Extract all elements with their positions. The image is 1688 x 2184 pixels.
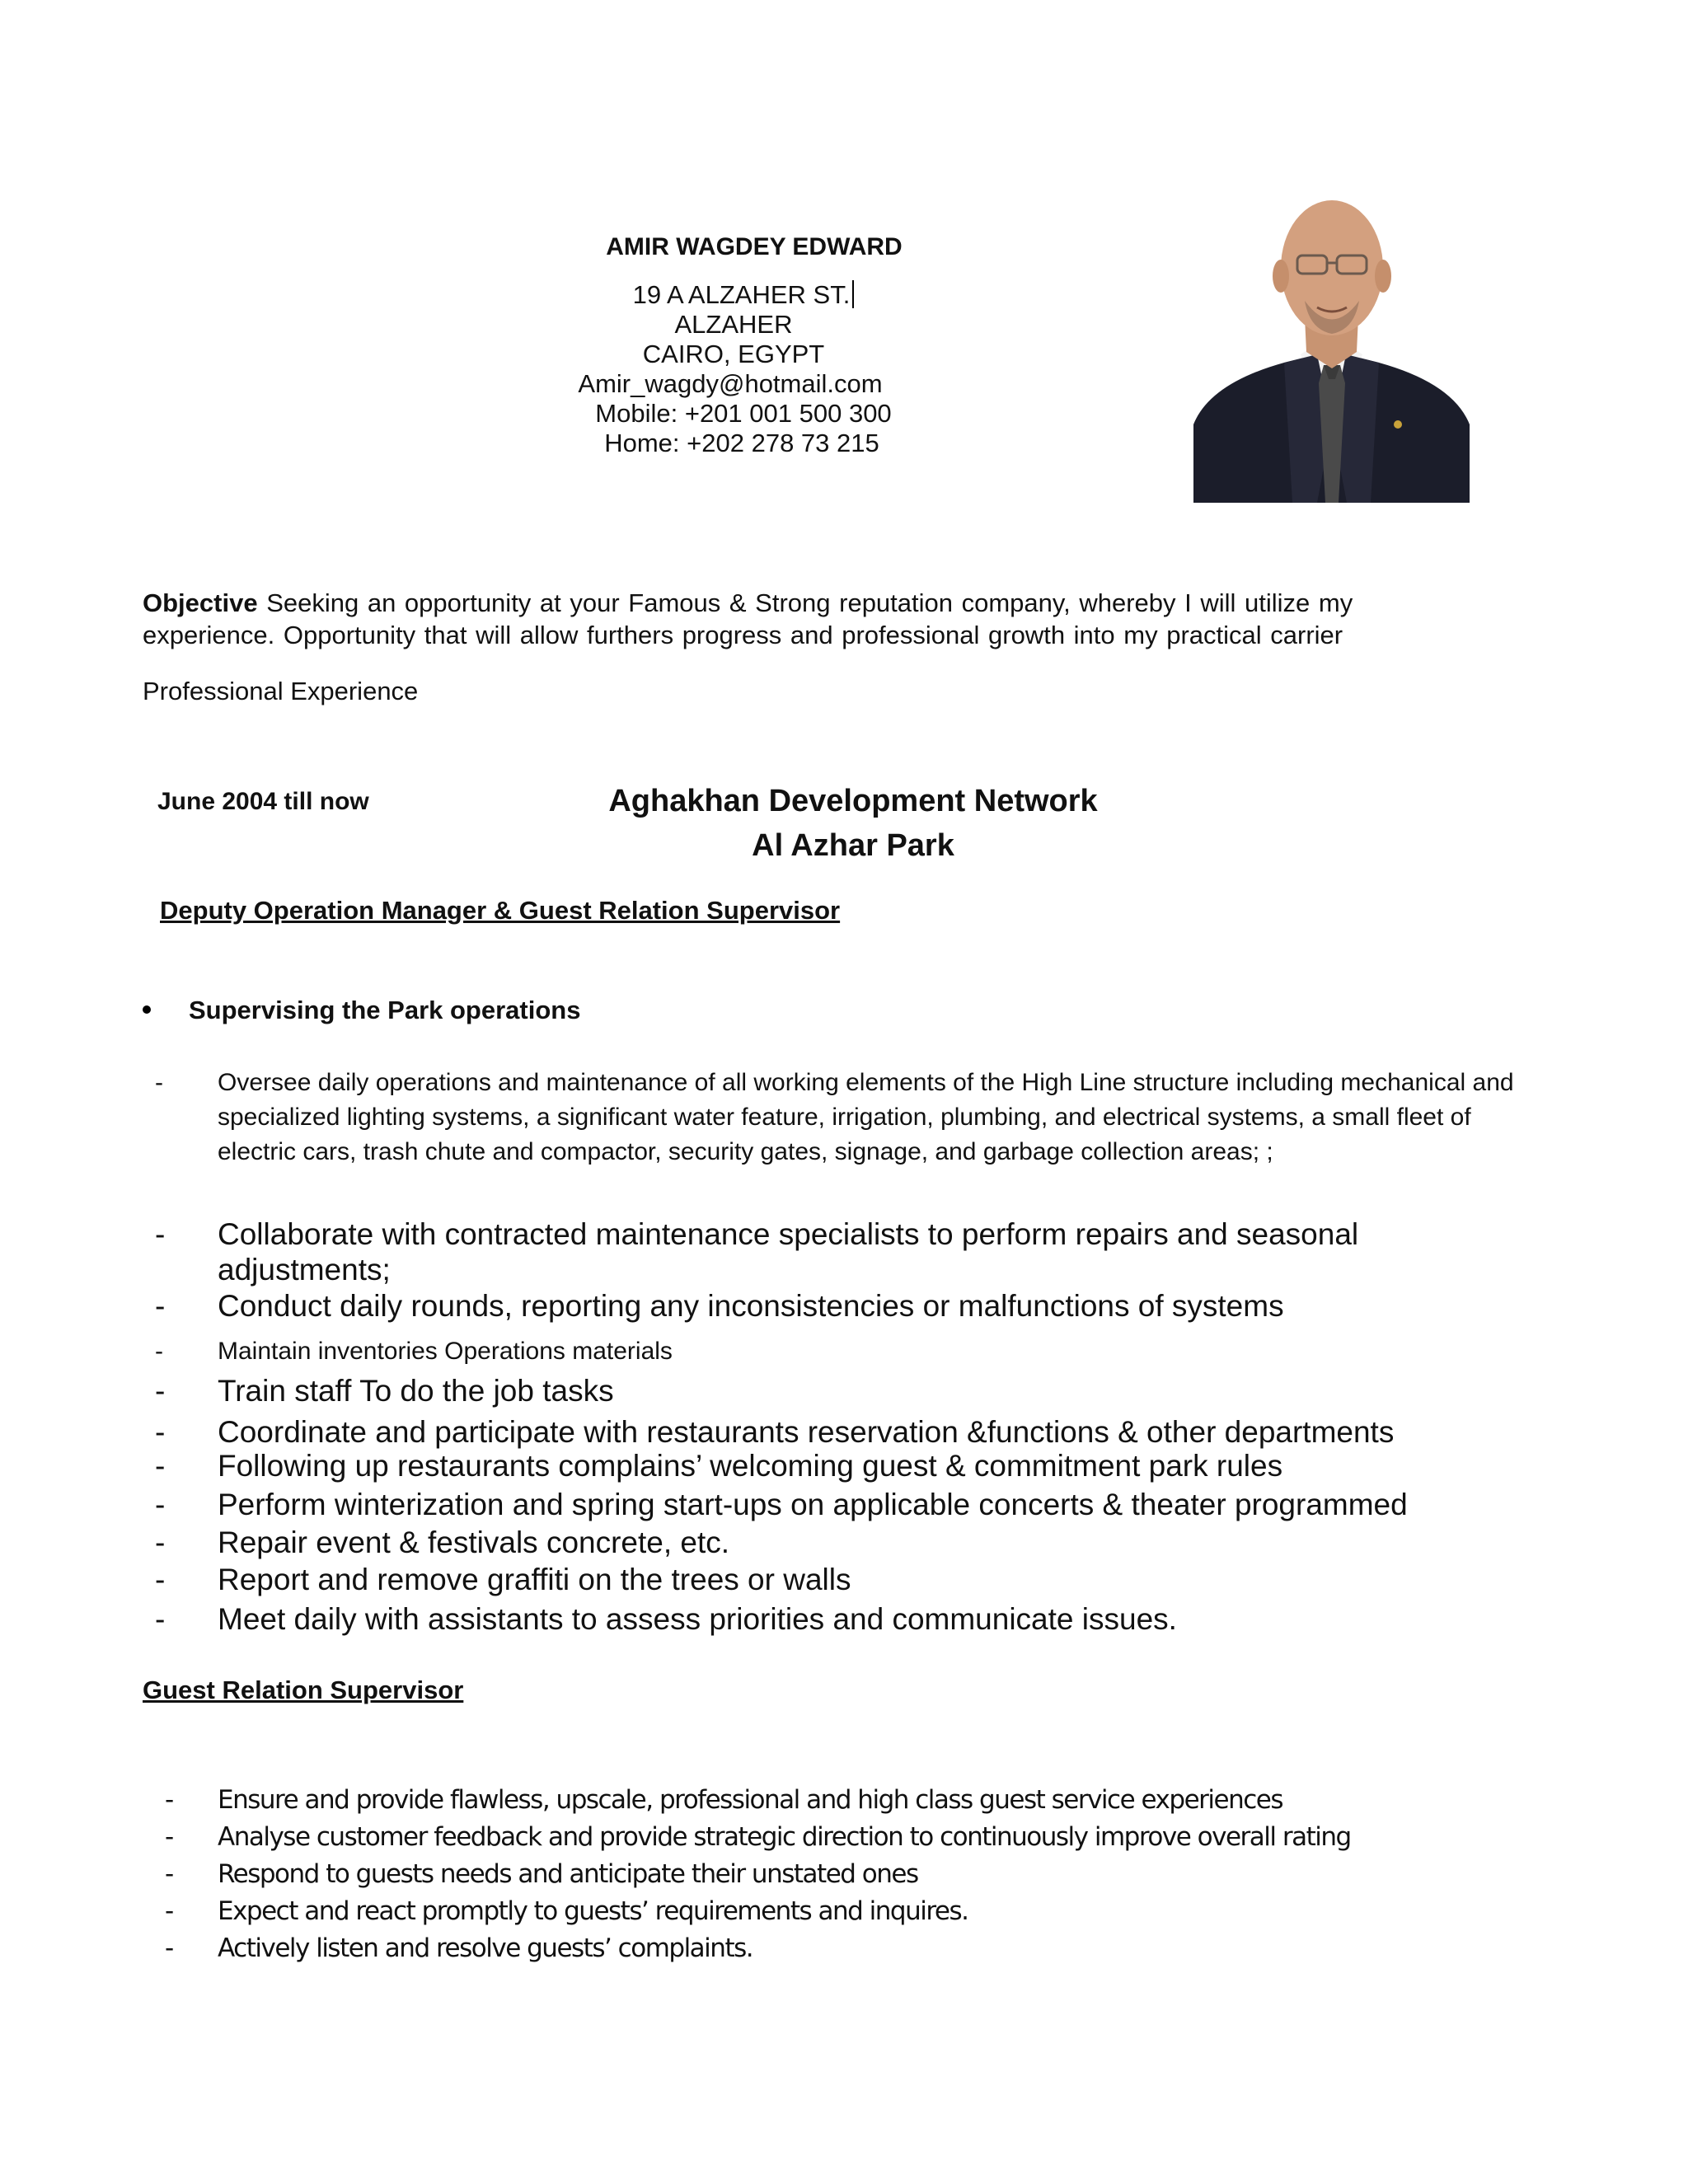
guest-item-text: Actively listen and resolve guests’ complaints.: [218, 1933, 753, 1963]
duty-text: Collaborate with contracted maintenance specialists to perform repairs and seasonal adjustments;: [218, 1217, 1359, 1286]
portrait-image: [1193, 177, 1470, 503]
dash-icon: -: [155, 1338, 163, 1365]
bullet-heading-text: Supervising the Park operations: [189, 996, 581, 1024]
duty-text: Train staff To do the job tasks: [218, 1374, 614, 1408]
section-title: Professional Experience: [143, 677, 419, 705]
objective-label: Objective: [143, 588, 258, 617]
duty-text: Report and remove graffiti on the trees or walls: [218, 1563, 851, 1596]
dash-icon: -: [155, 1526, 166, 1559]
text-cursor: [852, 280, 854, 308]
duty-item: [155, 1487, 1540, 1522]
duty-item: [155, 1066, 1540, 1169]
street-text: 19 A ALZAHER ST.: [632, 280, 851, 309]
list-item: [165, 1782, 1550, 1819]
profile-photo: [1193, 177, 1470, 503]
objective-text: Seeking an opportunity at your Famous & Strong reputation company, whereby I will utilize my experience. Opportunity that will allow furthers progress and professional growth into my practical carrier: [143, 588, 1353, 649]
list-item: [165, 1819, 1550, 1856]
company-name: Aghakhan Development Network: [608, 784, 1098, 818]
duty-text: Coordinate and participate with restaurants reservation &functions & other departments: [218, 1415, 1395, 1449]
duty-item: [155, 1448, 1540, 1483]
duty-text: Meet daily with assistants to assess priorities and communicate issues.: [218, 1602, 1177, 1636]
guest-item-text: Ensure and provide flawless, upscale, professional and high class guest service experiences: [218, 1785, 1282, 1815]
job-date: June 2004 till now: [157, 788, 369, 815]
dash-icon: -: [155, 1069, 163, 1096]
duty-item: [155, 1601, 1540, 1637]
list-item: [155, 1288, 1540, 1324]
dash-icon: -: [165, 1822, 173, 1852]
address-area: ALZAHER: [674, 310, 793, 339]
list-item: [155, 1487, 1540, 1522]
home-phone: Home: +202 278 73 215: [604, 429, 879, 457]
duty-text: Repair event & festivals concrete, etc.: [218, 1526, 730, 1559]
email-address: Amir_wagdy@hotmail.com: [578, 369, 883, 398]
duty-item: [155, 1562, 1540, 1597]
guest-relation-list: [165, 1782, 1550, 1967]
duty-item: [155, 1288, 1540, 1324]
dash-icon: -: [165, 1785, 173, 1815]
list-item: [155, 1601, 1540, 1637]
duty-item: [155, 1334, 1540, 1369]
dash-icon: -: [155, 1449, 166, 1483]
mobile-phone: Mobile: +201 001 500 300: [595, 399, 892, 428]
objective-section: [143, 587, 1461, 651]
duty-item: [155, 1216, 1441, 1287]
guest-item-text: Expect and react promptly to guests’ requirements and inquires.: [218, 1896, 968, 1926]
list-item: [155, 1562, 1540, 1597]
candidate-name: AMIR WAGDEY EDWARD: [606, 233, 903, 260]
company-location: Al Azhar Park: [752, 828, 954, 863]
list-item: [165, 1930, 1550, 1967]
list-item: [155, 1066, 1540, 1169]
dash-icon: -: [165, 1859, 173, 1889]
duty-item: [155, 1525, 1540, 1560]
list-item: [155, 1414, 1540, 1450]
list-item: [155, 1334, 1540, 1369]
dash-icon: -: [155, 1602, 166, 1636]
list-item: [155, 1525, 1540, 1560]
contact-header: [569, 232, 1063, 458]
bullet-heading: [143, 996, 580, 1025]
dash-icon: -: [165, 1896, 173, 1926]
address-city: CAIRO, EGYPT: [642, 340, 825, 368]
guest-item-text: Respond to guests needs and anticipate their unstated ones: [218, 1859, 918, 1889]
dash-icon: -: [165, 1933, 173, 1963]
guest-item-text: Analyse customer feedback and provide strategic direction to continuously improve overall rating: [218, 1822, 1351, 1852]
dash-icon: -: [155, 1488, 166, 1521]
duty-text: Perform winterization and spring start-ups on applicable concerts & theater programmed: [218, 1488, 1408, 1521]
duty-text: Conduct daily rounds, reporting any inconsistencies or malfunctions of systems: [218, 1289, 1284, 1323]
address-street: [496, 280, 991, 310]
list-item: [155, 1216, 1441, 1287]
dash-icon: -: [155, 1217, 166, 1251]
dash-icon: -: [155, 1563, 166, 1596]
duty-item: [155, 1414, 1540, 1450]
duty-text: Oversee daily operations and maintenance of all working elements of the High Line structure including mechanical and specialized lighting systems, a significant water feature, irrigation, plumbing, and electrical systems, a small fleet of electric cars, trash chute and compactor, security gates, signage, and garbage collection areas; ;: [218, 1069, 1514, 1165]
list-item: [165, 1856, 1550, 1893]
duty-text: Following up restaurants complains’ welcoming guest & commitment park rules: [218, 1449, 1283, 1483]
list-item: [165, 1893, 1550, 1930]
duty-item: [155, 1373, 1540, 1408]
dash-icon: -: [155, 1415, 166, 1449]
job-role: Deputy Operation Manager & Guest Relation Supervisor: [160, 896, 841, 925]
guest-relation-title: Guest Relation Supervisor: [143, 1675, 464, 1704]
list-item: [155, 1448, 1540, 1483]
bullet-dot-icon: [143, 1005, 151, 1014]
company-block: [495, 779, 1212, 868]
list-item: [155, 1373, 1540, 1408]
dash-icon: -: [155, 1289, 166, 1323]
duty-text: Maintain inventories Operations materials: [218, 1338, 673, 1365]
dash-icon: -: [155, 1374, 166, 1408]
